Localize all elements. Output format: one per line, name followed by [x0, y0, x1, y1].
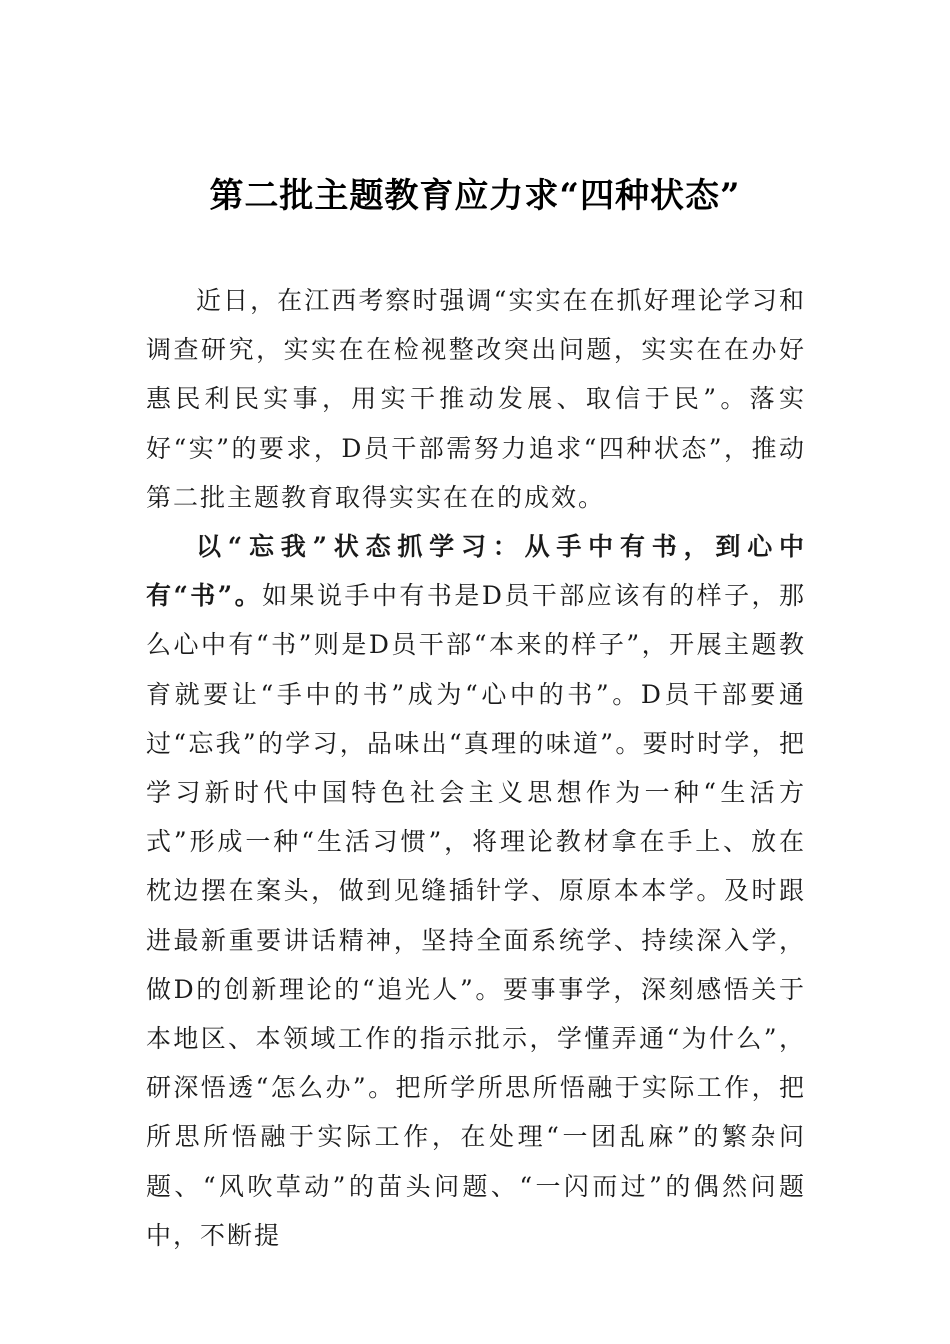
document-title: 第二批主题教育应力求“四种状态”	[209, 176, 741, 216]
paragraph-intro	[146, 276, 806, 522]
paragraph-text: 如果说手中有书是D员干部应该有的样子，那么心中有“书”则是D员干部“本来的样子”，开展主题教育就要让“手中的书”成为“心中的书”。D员干部要通过“忘我”的学习，品味出“真理的味道”。要时时学，把学习新时代中国特色社会主义思想作为一种“生活方式”形成一种“生活习惯”，将理论教材拿在手上、放在枕边摆在案头，做到见缝插针学、原原本本学。及时跟进最新重要讲话精神，坚持全面系统学、持续深入学，做D的创新理论的“追光人”。要事事学，深刻感悟关于本地区、本领域工作的指示批示，学懂弄通“为什么”，研深悟透“怎么办”。把所学所思所悟融于实际工作，把所思所悟融于实际工作，在处理“一团乱麻”的繁杂问题、“风吹草动”的苗头问题、“一闪而过”的偶然问题中，不断提	[146, 581, 806, 1250]
paragraph-lead-heading: 以“忘我”状态抓学习：从手中有书，到心中有“书”。	[146, 532, 806, 611]
paragraph-study	[146, 522, 806, 1260]
document-body	[146, 276, 806, 1260]
paragraph-text: 近日，在江西考察时强调“实实在在抓好理论学习和调查研究，实实在在检视整改突出问题，实实在在办好惠民利民实事，用实干推动发展、取信于民”。落实好“实”的要求，D员干部需努力追求“四种状态”，推动第二批主题教育取得实实在在的成效。	[146, 286, 806, 512]
